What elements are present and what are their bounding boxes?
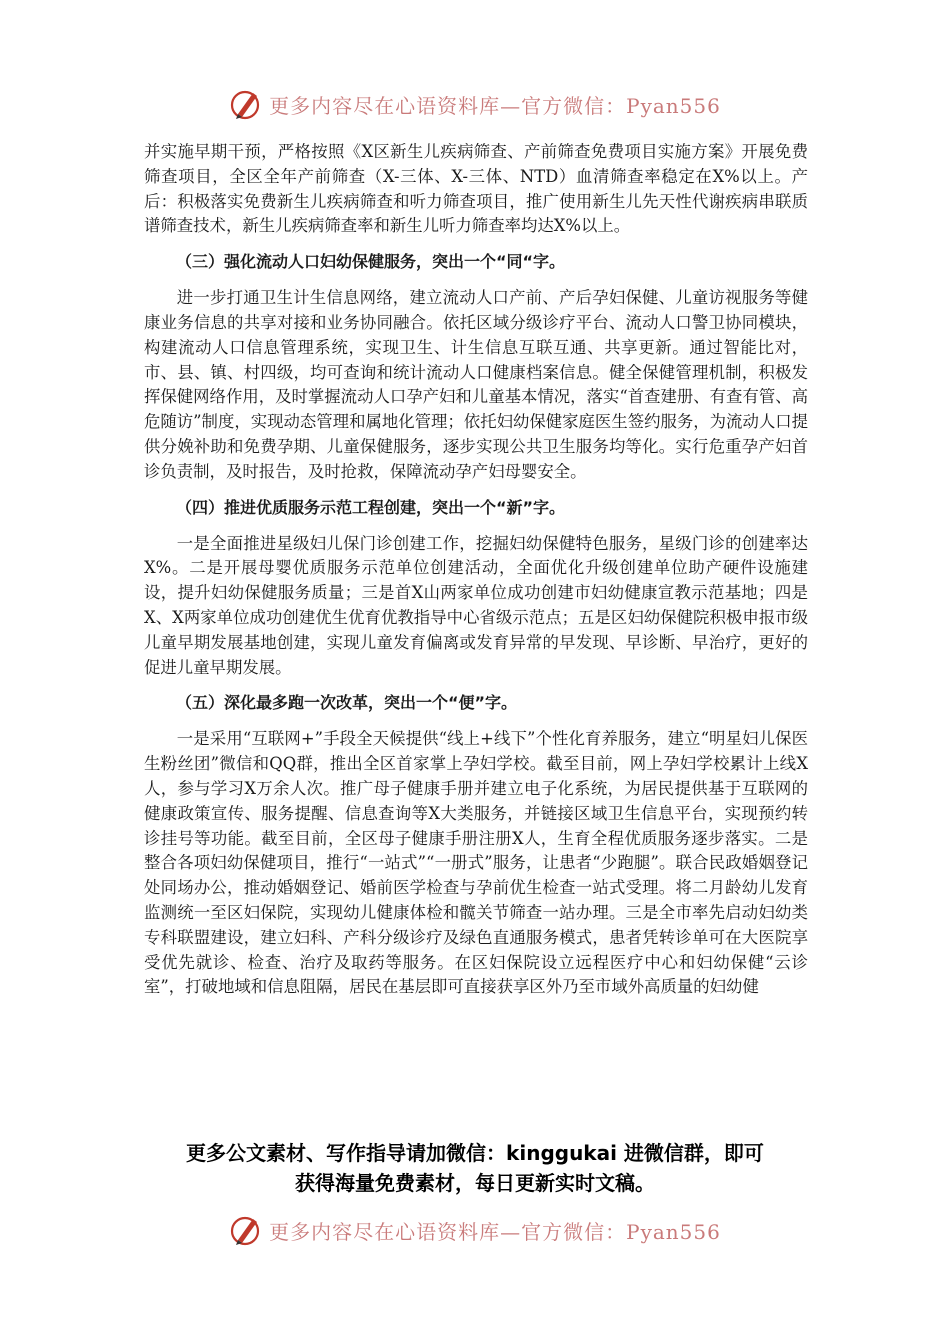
- promo-line-2: 获得海量免费素材，每日更新实时文稿。: [295, 1171, 655, 1195]
- section-heading: （五）深化最多跑一次改革，突出一个“便”字。: [176, 693, 518, 713]
- document-body: [144, 140, 808, 1010]
- body-paragraph: 进一步打通卫生计生信息网络，建立流动人口产前、产后孕妇保健、儿童访视服务等健康业务信息的共享对接和业务协同融合。依托区域分级诊疗平台、流动人口警卫协同模块，构建流动人口信息管理系统，实现卫生、计生信息互联互通、共享更新。通过智能比对，市、县、镇、村四级，均可查询和统计流动人口健康档案信息。健全保健管理机制，积极发挥保健网络作用，及时掌握流动人口孕产妇和儿童基本情况，落实“首查建册、有查有管、高危随访”制度，实现动态管理和属地化管理；依托妇幼保健家庭医生签约服务，为流动人口提供分娩补助和免费孕期、儿童保健服务，逐步实现公共卫生服务均等化。实行危重孕产妇首诊负责制，及时报告，及时抢救，保障流动孕产妇母婴安全。: [144, 288, 809, 481]
- footer-banner-text: 更多内容尽在心语资料库—官方微信：Pyan556: [269, 1219, 721, 1244]
- body-paragraph: 一是采用“互联网+”手段全天候提供“线上+线下”个性化育养服务，建立“明星妇儿保医生粉丝团”微信和QQ群，推出全区首家掌上孕妇学校。截至目前，网上孕妇学校累计上线X人，参与学习X万余人次。推广母子健康手册并建立电子化系统，为居民提供基于互联网的健康政策宣传、服务提醒、信息查询等X大类服务，并链接区域卫生信息平台，实现预约转诊挂号等功能。截至目前，全区母子健康手册注册X人，生育全程优质服务逐步落实。二是整合各项妇幼保健项目，推行“一站式”“一册式”服务，让患者“少跑腿”。联合民政婚姻登记处同场办公，推动婚姻登记、婚前医学检查与孕前优生检查一站式受理。将二月龄幼儿发育监测统一至区妇保院，实现幼儿健康体检和髋关节筛查一站办理。三是全市率先启动妇幼类专科联盟建设，建立妇科、产科分级诊疗及绿色直通服务模式，患者凭转诊单可在大医院享受优先就诊、检查、治疗及取药等服务。在区妇保院设立远程医疗中心和妇幼保健“云诊室”，打破地域和信息阻隔，居民在基层即可直接获享区外乃至市域外高质量的妇幼健: [144, 729, 808, 997]
- header-banner: [0, 84, 950, 124]
- promo-line-1: 更多公文素材、写作指导请加微信：kinggukai 进微信群，即可: [186, 1141, 764, 1165]
- body-paragraph: 并实施早期干预，严格按照《X区新生儿疾病筛查、产前筛查免费项目实施方案》开展免费筛查项目，全区全年产前筛查（X-三体、X-三体、NTD）血清筛查率稳定在X%以上。产后：积极落实免费新生儿疾病筛查和听力筛查项目，推广使用新生儿先天性代谢疾病串联质谱筛查技术，新生儿疾病筛查率和新生儿听力筛查率均达X%以上。: [144, 142, 808, 236]
- footer-banner: [0, 1210, 950, 1250]
- header-banner-text: 更多内容尽在心语资料库—官方微信：Pyan556: [269, 93, 721, 118]
- body-paragraph: 一是全面推进星级妇儿保门诊创建工作，挖掘妇幼保健特色服务，星级门诊的创建率达X%。二是开展母婴优质服务示范单位创建活动，全面优化升级创建单位助产硬件设施建设，提升妇幼保健服务质量；三是首X山两家单位成功创建市妇幼健康宣教示范基地；四是X、X两家单位成功创建优生优育优教指导中心省级示范点；五是区妇幼保健院积极申报市级儿童早期发展基地创建，实现儿童发育偏离或发育异常的早发现、早诊断、早治疗，更好的促进儿童早期发展。: [144, 533, 808, 677]
- section-heading: （四）推进优质服务示范工程创建，突出一个“新”字。: [176, 497, 566, 517]
- pen-logo-icon: [229, 87, 263, 121]
- promo-notice: [0, 1138, 950, 1198]
- section-heading: （三）强化流动人口妇幼保健服务，突出一个“同“字。: [176, 252, 566, 272]
- pen-logo-icon: [229, 1213, 263, 1247]
